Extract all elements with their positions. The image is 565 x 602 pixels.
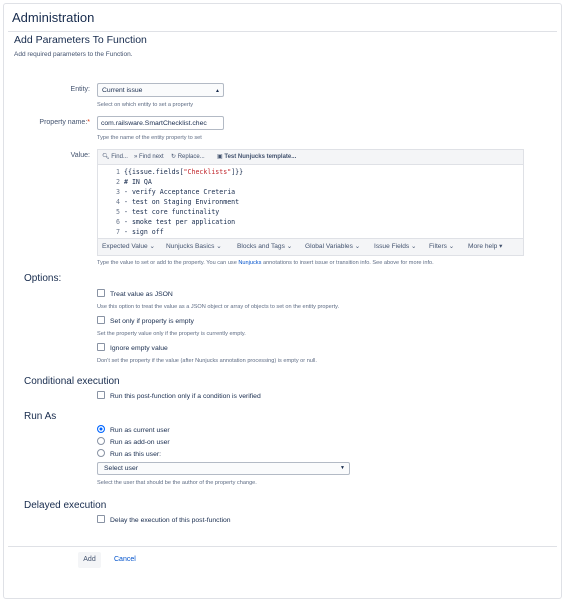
updown-arrows-icon: ▲: [215, 88, 220, 94]
menu-global-variables[interactable]: [305, 239, 360, 255]
entity-select[interactable]: [97, 83, 224, 97]
code-area[interactable]: [98, 165, 523, 240]
menu-label: Issue Fields: [374, 243, 410, 250]
caret-down-icon: ▼: [340, 465, 345, 471]
editor-menubar: [98, 238, 523, 255]
conditional-checkbox[interactable]: Run this post-function only if a condition is verified: [97, 392, 261, 402]
chevron-down-icon: ⌄: [147, 243, 156, 250]
line-content: [124, 177, 152, 187]
search-icon: 🔍︎: [102, 154, 110, 160]
chevron-down-icon: ⌄: [214, 243, 222, 250]
code-text: - test on Staging Environment: [124, 198, 240, 206]
user-select[interactable]: [97, 462, 350, 475]
replace-button[interactable]: ↻ Replace...: [171, 154, 205, 160]
line-number: 3: [116, 188, 120, 196]
double-chevron-icon: »: [134, 154, 138, 160]
line-content: [124, 227, 164, 237]
value-editor[interactable]: [97, 149, 524, 256]
menu-label: More help: [468, 243, 498, 250]
page-title: Administration: [12, 10, 95, 25]
value-label: Value:: [70, 152, 90, 159]
code-text: - test core functinality: [124, 208, 220, 216]
test-template-button[interactable]: ▣ Test Nunjucks template...: [217, 154, 297, 160]
chevron-down-icon: ⌄: [409, 243, 417, 250]
nunjucks-link[interactable]: Nunjucks: [238, 260, 262, 266]
chevron-down-icon: ⌄: [352, 243, 361, 250]
entity-label: Entity:: [70, 86, 90, 93]
ignore-empty-help: Don't set the property if the value (after Nunjucks annotation processing) is empty or null.: [97, 358, 317, 364]
line-number: 6: [116, 218, 120, 226]
code-text: # IN QA: [124, 178, 152, 186]
treat-json-help: Use this option to treat the value as a JSON object or array of objects to set on the entity property.: [97, 304, 340, 310]
line-number: 2: [116, 178, 120, 186]
delayed-heading: Delayed execution: [24, 500, 107, 511]
options-heading: Options:: [24, 273, 62, 284]
checkbox-icon: [97, 343, 105, 351]
checkbox-icon: [97, 391, 105, 399]
menu-expected-value[interactable]: [102, 239, 155, 255]
radio-icon: [97, 437, 105, 445]
menu-issue-fields[interactable]: [374, 239, 417, 255]
treat-json-checkbox[interactable]: Treat value as JSON: [97, 290, 173, 300]
run-as-addon-user-radio[interactable]: Run as add-on user: [97, 438, 170, 448]
run-as-heading: Run As: [24, 411, 57, 422]
chevron-down-icon: ⌄: [284, 243, 293, 250]
checkbox-icon: [97, 515, 105, 523]
menu-label: Global Variables: [305, 243, 353, 250]
add-button[interactable]: Add: [78, 552, 101, 568]
menu-label: Expected Value: [102, 243, 148, 250]
run-as-help: Select the user that should be the author of the property change.: [97, 480, 257, 486]
menu-more-help[interactable]: [468, 239, 502, 255]
editor-toolbar: [98, 150, 523, 165]
menu-filters[interactable]: [429, 239, 454, 255]
code-text: {{issue.fields[: [124, 168, 184, 176]
cancel-link[interactable]: Cancel: [114, 556, 136, 563]
user-select-placeholder: Select user: [104, 465, 139, 472]
property-name-input[interactable]: com.railsware.SmartChecklist.chec: [97, 116, 224, 130]
code-text: ]}}: [231, 168, 244, 176]
menu-blocks-and-tags[interactable]: [237, 239, 292, 255]
menu-label: Nunjucks Basics: [166, 243, 215, 250]
code-text: - sign off: [124, 228, 164, 236]
radio-icon: [97, 449, 105, 457]
run-as-current-user-radio[interactable]: Run as current user: [97, 426, 170, 436]
menu-label: Blocks and Tags: [237, 243, 285, 250]
find-button[interactable]: 🔍︎ Find...: [102, 154, 128, 160]
line-content: [124, 187, 235, 197]
ignore-empty-checkbox[interactable]: Ignore empty value: [97, 344, 168, 354]
line-number: 5: [116, 208, 120, 216]
code-text: - verify Acceptance Creteria: [124, 188, 236, 196]
header-divider: [8, 31, 557, 32]
checkbox-icon: [97, 316, 105, 324]
template-icon: ▣: [217, 154, 223, 160]
conditional-heading: Conditional execution: [24, 376, 120, 387]
property-name-label: Property name:*: [39, 119, 90, 126]
delay-checkbox[interactable]: Delay the execution of this post-function: [97, 516, 231, 526]
code-text: - smoke test per application: [124, 218, 236, 226]
property-name-help: Type the name of the entity property to set: [97, 135, 202, 141]
line-content: [124, 207, 219, 217]
line-content: [124, 197, 239, 207]
find-next-button[interactable]: » Find next: [134, 154, 164, 160]
line-number: 1: [116, 168, 120, 176]
line-number: 7: [116, 228, 120, 236]
line-content: [124, 167, 243, 177]
run-as-this-user-radio[interactable]: Run as this user:: [97, 450, 161, 460]
value-help: Type the value to set or add to the property. You can use Nunjucks annotations to insert issue or transition info. See above for more info.: [97, 260, 434, 266]
chevron-down-icon: ⌄: [446, 243, 455, 250]
line-content: [124, 217, 235, 227]
code-string: "Checklists": [183, 168, 232, 176]
entity-select-value: Current issue: [102, 87, 143, 94]
line-number: 4: [116, 198, 120, 206]
checkbox-icon: [97, 289, 105, 297]
replace-icon: ↻: [171, 154, 177, 160]
menu-nunjucks-basics[interactable]: [166, 239, 222, 255]
required-marker: *: [87, 119, 90, 126]
entity-help: Select on which entity to set a property: [97, 102, 194, 108]
footer-divider: [8, 546, 557, 547]
menu-label: Filters: [429, 243, 447, 250]
set-if-empty-checkbox[interactable]: Set only if property is empty: [97, 317, 194, 327]
form-description: Add required parameters to the Function.: [14, 51, 133, 58]
radio-selected-icon: [97, 425, 105, 433]
set-if-empty-help: Set the property value only if the property is currently empty.: [97, 331, 246, 337]
form-title: Add Parameters To Function: [14, 34, 147, 46]
caret-down-icon: ▾: [497, 243, 503, 250]
